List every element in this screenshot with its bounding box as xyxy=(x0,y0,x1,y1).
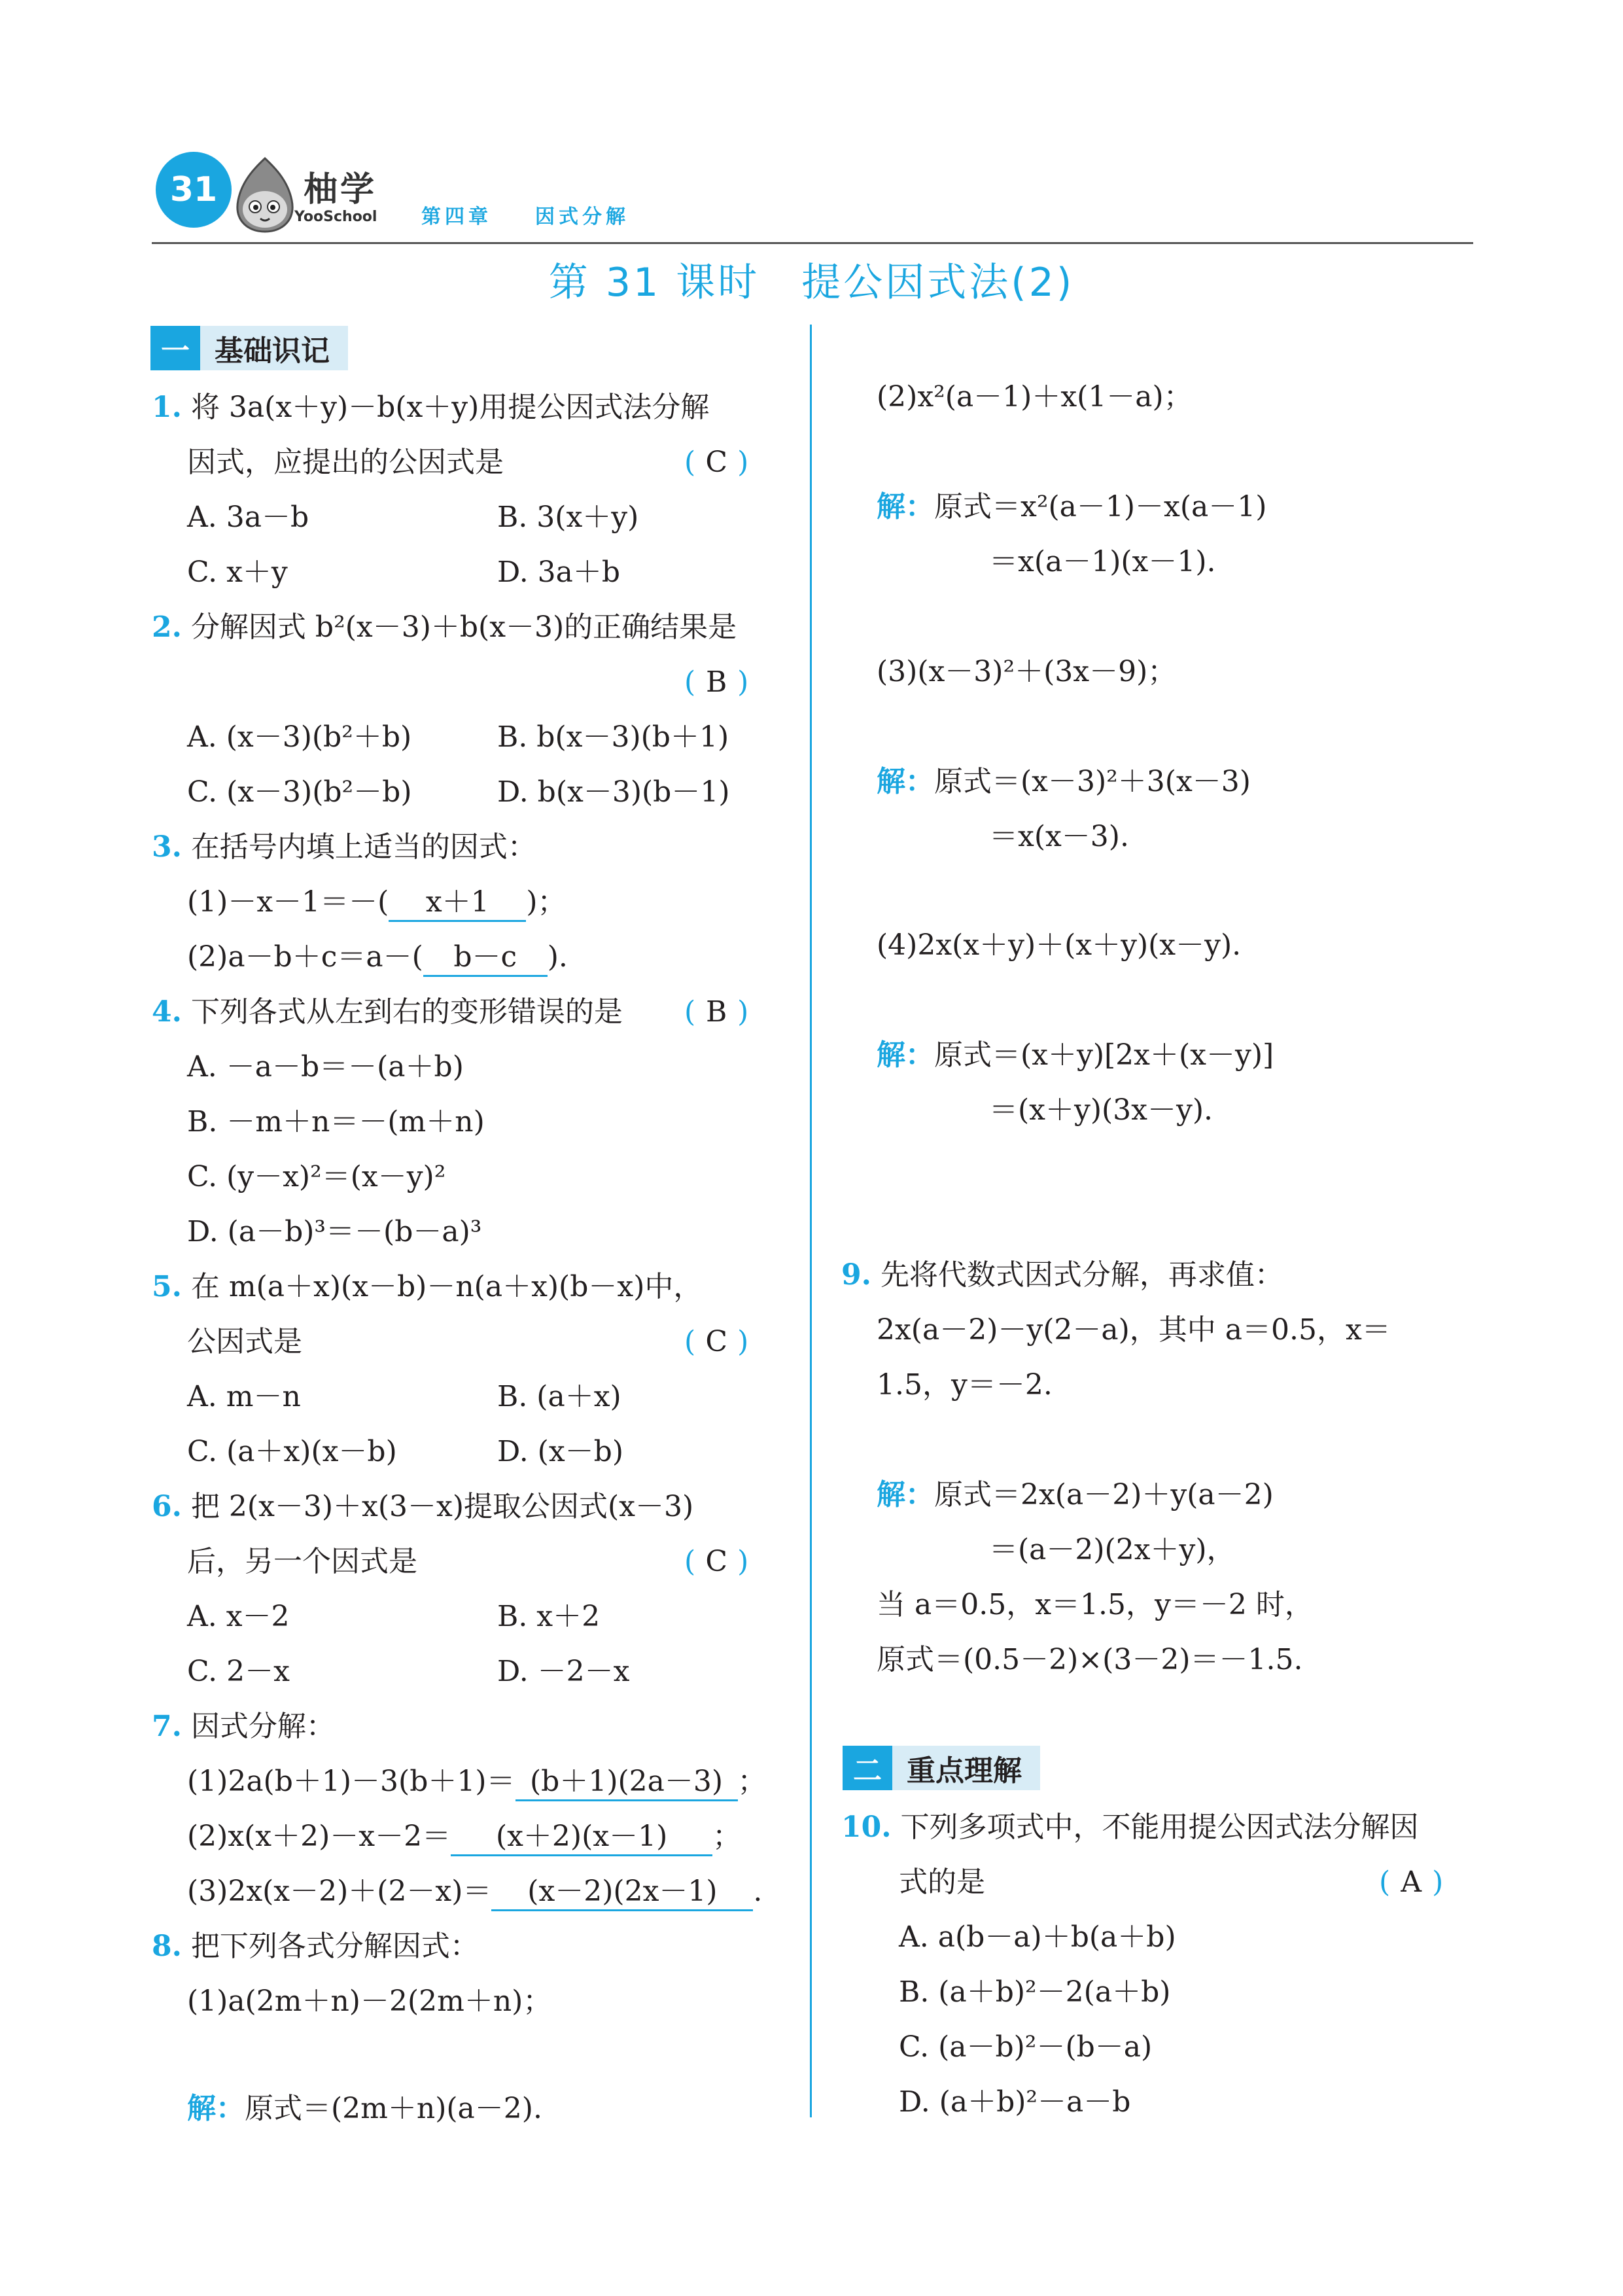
option-a: A. m－n xyxy=(187,1380,301,1413)
question-text-cont: 式的是 xyxy=(899,1865,985,1899)
section-label: 重点理解 xyxy=(892,1746,1040,1790)
question-2 xyxy=(152,607,737,648)
solution-9-line-3: 当 a＝0.5，x＝1.5，y＝－2 时， xyxy=(877,1588,1314,1621)
question-number: 2. xyxy=(152,610,182,644)
solution-3: 解：原式＝(x－3)²＋3(x－3) xyxy=(877,765,1251,798)
question-text: 在 m(a＋x)(x－b)－n(a＋x)(b－x)中， xyxy=(190,1270,703,1303)
section-key-understanding xyxy=(843,1746,1040,1790)
option-a: A. 3a－b xyxy=(187,501,309,534)
question-3 xyxy=(152,827,536,868)
section-label: 基础识记 xyxy=(200,326,348,370)
question-number: 8. xyxy=(152,1930,182,1963)
solution-1: 解：原式＝(2m＋n)(a－2). xyxy=(187,2092,542,2125)
fill-item-1: (1)2a(b＋1)－3(b＋1)＝ (b＋1)(2a－3) ； xyxy=(187,1761,767,1802)
fill-answer: (b＋1)(2a－3) xyxy=(515,1764,738,1801)
option-c: C. (a＋x)(x－b) xyxy=(187,1435,397,1468)
fill-answer: (x＋2)(x－1) xyxy=(451,1819,712,1856)
answer-bracket: ( C ) xyxy=(684,1542,748,1582)
solution-label: 解： xyxy=(187,2092,245,2125)
question-7 xyxy=(152,1706,335,1747)
option-c: C. (x－3)(b²－b) xyxy=(187,775,412,809)
answer-letter: C xyxy=(705,1545,727,1578)
sub-question-1: (1)a(2m＋n)－2(2m＋n)； xyxy=(187,1985,552,2018)
answer-bracket: ( C ) xyxy=(684,1322,748,1362)
answer-bracket: ( B ) xyxy=(684,992,748,1033)
question-text-cont: 公因式是 xyxy=(187,1325,302,1358)
question-number: 5. xyxy=(152,1270,182,1303)
fill-item-2: (2)a－b＋c＝a－( b－c ). xyxy=(187,937,568,978)
question-number: 7. xyxy=(152,1710,182,1743)
question-9 xyxy=(841,1255,1283,1296)
answer-letter: C xyxy=(705,1325,727,1358)
answer-letter: B xyxy=(706,995,727,1029)
question-text-cont: 2x(a－2)－y(2－a)，其中 a＝0.5，x＝ xyxy=(877,1313,1391,1347)
option-d: D. 3a＋b xyxy=(497,556,621,589)
fill-answer: x＋1 xyxy=(389,885,526,922)
fill-answer: b－c xyxy=(423,940,548,977)
answer-bracket: ( B ) xyxy=(684,662,748,703)
question-number: 6. xyxy=(152,1490,182,1523)
chapter-title: 因式分解 xyxy=(535,205,629,228)
option-d: D. (x－b) xyxy=(497,1435,623,1468)
column-divider xyxy=(810,325,812,2117)
option-c: C. 2－x xyxy=(187,1655,290,1688)
option-b: B. b(x－3)(b＋1) xyxy=(497,720,729,754)
question-number: 3. xyxy=(152,830,182,864)
question-10 xyxy=(841,1807,1419,1848)
answer-bracket: ( C ) xyxy=(684,442,748,483)
solution-label: 解： xyxy=(877,765,934,798)
answer-letter: C xyxy=(705,446,727,479)
answer-letter: B xyxy=(706,665,727,699)
lesson-title: 第 31 课时 提公因式法(2) xyxy=(548,260,1075,306)
section-basic-recall xyxy=(150,326,348,370)
brand-sub: YooSchool xyxy=(294,209,377,225)
question-text: 下列多项式中，不能用提公因式法分解因 xyxy=(900,1810,1419,1844)
question-number: 1. xyxy=(152,391,182,424)
question-text: 先将代数式因式分解，再求值： xyxy=(880,1258,1283,1292)
question-text: 把下列各式分解因式： xyxy=(190,1930,479,1963)
solution-label: 解： xyxy=(877,1038,934,1072)
option-d: D. (a－b)³＝－(b－a)³ xyxy=(187,1215,482,1248)
solution-label: 解： xyxy=(877,1478,934,1511)
option-b: B. 3(x＋y) xyxy=(497,501,639,534)
question-text-cont: 后，另一个因式是 xyxy=(187,1545,417,1578)
option-b: B. －m＋n＝－(m＋n) xyxy=(187,1105,485,1139)
section-number: 一 xyxy=(150,326,200,370)
solution-9-line-4: 原式＝(0.5－2)×(3－2)＝－1.5. xyxy=(877,1643,1303,1676)
option-c: C. (a－b)²－(b－a) xyxy=(899,2030,1153,2064)
question-number: 9. xyxy=(841,1258,871,1292)
fill-answer: (x－2)(2x－1) xyxy=(491,1874,753,1911)
fill-item-2: (2)x(x＋2)－x－2＝ (x＋2)(x－1) ； xyxy=(187,1816,741,1857)
solution-4: 解：原式＝(x＋y)[2x＋(x－y)] xyxy=(877,1038,1274,1072)
page-number: 31 xyxy=(169,170,218,209)
question-8 xyxy=(152,1926,479,1967)
option-a: A. (x－3)(b²＋b) xyxy=(187,720,412,754)
answer-letter: A xyxy=(1401,1865,1422,1899)
question-number: 4. xyxy=(152,995,182,1029)
question-6 xyxy=(152,1487,693,1527)
solution-label: 解： xyxy=(877,490,934,523)
solution-3-line-2: ＝x(x－3). xyxy=(989,820,1129,853)
solution-9-line-2: ＝(a－2)(2x＋y)， xyxy=(989,1533,1236,1566)
question-text: 把 2(x－3)＋x(3－x)提取公因式(x－3) xyxy=(190,1490,694,1523)
question-text-cont: 1.5，y＝－2. xyxy=(877,1368,1053,1402)
solution-9: 解：原式＝2x(a－2)＋y(a－2) xyxy=(877,1478,1274,1511)
option-d: D. (a＋b)²－a－b xyxy=(899,2085,1131,2119)
question-text: 因式分解： xyxy=(190,1710,335,1743)
answer-bracket: ( A ) xyxy=(1379,1862,1443,1903)
question-text: 将 3a(x＋y)－b(x＋y)用提公因式法分解 xyxy=(190,391,710,424)
question-number: 10. xyxy=(841,1810,892,1844)
option-d: D. b(x－3)(b－1) xyxy=(497,775,730,809)
question-5 xyxy=(152,1267,702,1307)
question-text: 分解因式 b²(x－3)＋b(x－3)的正确结果是 xyxy=(190,610,737,644)
fill-item-3: (3)2x(x－2)＋(2－x)＝ (x－2)(2x－1) . xyxy=(187,1871,762,1912)
mascot-logo-icon xyxy=(229,154,301,234)
question-4 xyxy=(152,992,623,1033)
question-text-cont: 因式，应提出的公因式是 xyxy=(187,446,504,479)
option-b: B. x＋2 xyxy=(497,1600,601,1633)
question-1 xyxy=(152,387,709,428)
page-number-badge xyxy=(156,152,232,228)
option-c: C. x＋y xyxy=(187,556,288,589)
question-text: 在括号内填上适当的因式： xyxy=(190,830,536,864)
header-rule xyxy=(152,242,1473,244)
option-b: B. (a＋b)²－2(a＋b) xyxy=(899,1975,1171,2009)
brand-name: 柚学 xyxy=(304,170,377,209)
section-number: 二 xyxy=(843,1746,892,1790)
solution-4-line-2: ＝(x＋y)(3x－y). xyxy=(989,1093,1213,1127)
option-b: B. (a＋x) xyxy=(497,1380,621,1413)
sub-question-3: (3)(x－3)²＋(3x－9)； xyxy=(877,655,1177,688)
question-text: 下列各式从左到右的变形错误的是 xyxy=(190,995,623,1029)
option-a: A. a(b－a)＋b(a＋b) xyxy=(899,1920,1176,1954)
option-a: A. －a－b＝－(a＋b) xyxy=(187,1050,464,1084)
option-d: D. －2－x xyxy=(497,1655,630,1688)
sub-question-4: (4)2x(x＋y)＋(x＋y)(x－y). xyxy=(877,928,1242,962)
chapter-label: 第四章 xyxy=(421,205,492,228)
option-a: A. x－2 xyxy=(187,1600,290,1633)
fill-item-1: (1)－x－1＝－( x＋1 )； xyxy=(187,882,566,923)
sub-question-2: (2)x²(a－1)＋x(1－a)； xyxy=(877,380,1193,414)
solution-2: 解：原式＝x²(a－1)－x(a－1) xyxy=(877,490,1267,523)
option-c: C. (y－x)²＝(x－y)² xyxy=(187,1160,446,1193)
solution-2-line-2: ＝x(a－1)(x－1). xyxy=(989,545,1216,578)
